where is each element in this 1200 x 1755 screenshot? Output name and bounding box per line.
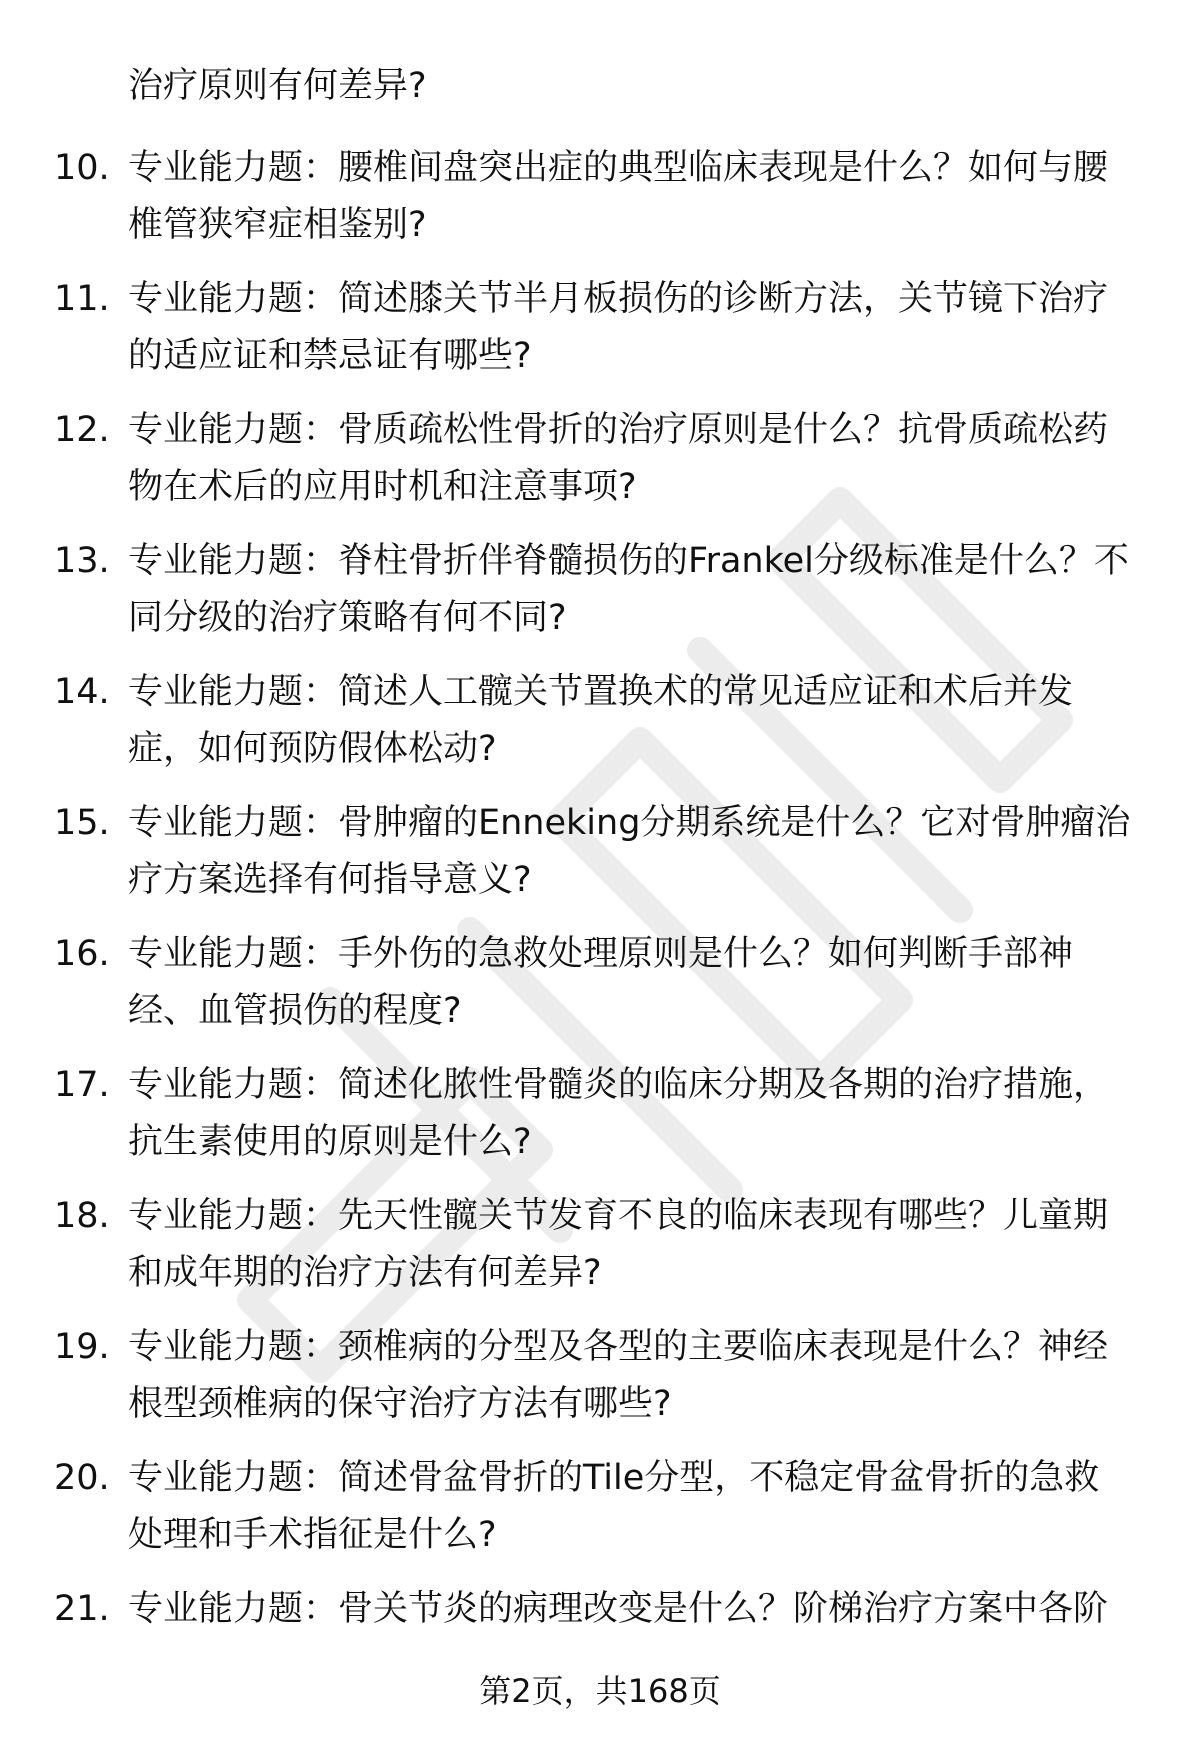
question-number: 20. [54,1458,110,1498]
list-item [0,1450,1200,1581]
list-item [0,1319,1200,1450]
question-text-line-1: 专业能力题：手外伤的急救处理原则是什么？如何判断手部神 [128,934,1074,974]
question-number: 16. [54,934,110,974]
list-item [0,1057,1200,1188]
question-text-line-2: 的适应证和禁忌证有哪些? [128,336,532,376]
question-number: 12. [54,410,110,450]
question-text-line-2: 抗生素使用的原则是什么? [128,1122,532,1162]
question-text-line-1: 专业能力题：先天性髋关节发育不良的临床表现有哪些？儿童期 [128,1196,1109,1236]
question-text-line-1: 专业能力题：骨关节炎的病理改变是什么？阶梯治疗方案中各阶 [128,1589,1109,1629]
question-text-line-1: 专业能力题：简述人工髋关节置换术的常见适应证和术后并发 [128,672,1074,712]
question-number: 21. [54,1589,110,1629]
question-text-line-2: 症，如何预防假体松动? [128,729,497,769]
question-number: 19. [54,1327,110,1367]
question-number: 13. [54,541,110,581]
list-item [0,402,1200,533]
list-item [0,271,1200,402]
question-number: 11. [54,279,110,319]
list-item [0,140,1200,271]
question-text-line-1: 专业能力题：脊柱骨折伴脊髓损伤的Frankel分级标准是什么？不 [128,541,1129,581]
question-list [0,140,1200,1712]
question-number: 10. [54,148,110,188]
list-item [0,664,1200,795]
list-item [0,926,1200,1057]
question-text-line-2: 椎管狭窄症相鉴别? [128,205,427,245]
question-text-line-2: 根型颈椎病的保守治疗方法有哪些? [128,1384,672,1424]
question-text-line-1: 专业能力题：简述骨盆骨折的Tile分型，不稳定骨盆骨折的急救 [128,1458,1100,1498]
list-item [0,795,1200,926]
question-text-line-1: 专业能力题：腰椎间盘突出症的典型临床表现是什么？如何与腰 [128,148,1109,188]
question-text-line-1: 专业能力题：简述膝关节半月板损伤的诊断方法，关节镜下治疗 [128,279,1109,319]
list-item [0,1188,1200,1319]
question-text-line-2: 处理和手术指征是什么? [128,1515,497,1555]
question-text-line-2: 物在术后的应用时机和注意事项? [128,467,637,507]
question-number: 17. [54,1065,110,1105]
question-number: 18. [54,1196,110,1236]
question-text-line-2: 和成年期的治疗方法有何差异? [128,1253,602,1293]
question-number: 14. [54,672,110,712]
question-text-line-2: 经、血管损伤的程度? [128,991,462,1031]
continued-question-text: 治疗原则有何差异? [128,66,427,106]
question-number: 15. [54,803,110,843]
question-text-line-1: 专业能力题：骨肿瘤的Enneking分期系统是什么？它对骨肿瘤治 [128,803,1131,843]
list-item [0,533,1200,664]
question-text-line-1: 专业能力题：颈椎病的分型及各型的主要临床表现是什么？神经 [128,1327,1109,1367]
question-text-line-1: 专业能力题：简述化脓性骨髓炎的临床分期及各期的治疗措施， [128,1065,1109,1105]
question-text-line-1: 专业能力题：骨质疏松性骨折的治疗原则是什么？抗骨质疏松药 [128,410,1109,450]
question-text-line-2: 同分级的治疗策略有何不同? [128,598,567,638]
question-text-line-2: 疗方案选择有何指导意义? [128,860,532,900]
page-footer: 第2页，共168页 [479,1672,721,1710]
